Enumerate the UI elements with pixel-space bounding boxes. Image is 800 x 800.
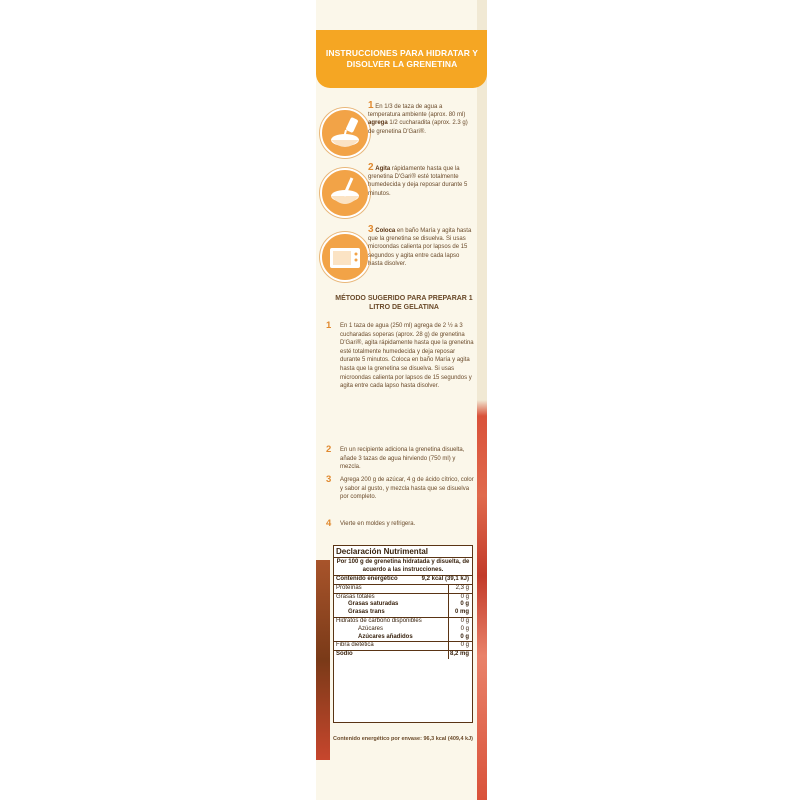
bowl-pour-icon (320, 108, 370, 158)
fat-row: Grasas totales 0 g (336, 593, 469, 600)
added-sugars-row: Azúcares añadidos 0 g (334, 634, 472, 643)
step-2-text: 2 Agita rápidamente hasta que la grenetina D'Gari® esté totalmente humedecida y deja reposar durante 5 minutos. (368, 162, 468, 197)
step-1-text: 1 En 1/3 de taza de agua a temperatura ambiente (aprox. 80 ml) agrega 1/2 cucharadita (aprox. 2.3 g) de grenetina D'Gari®. (368, 100, 468, 135)
trans-fat-row: Grasas trans 0 mg (334, 609, 472, 618)
step-3-text: 3 Coloca en baño María y agita hasta que la grenetina se disuelva. Si usas microondas calienta por lapsos de 15 segundos y agita entre cada lapso hasta disolver. (368, 224, 472, 267)
product-image-edge (477, 0, 487, 800)
bowl-stir-icon (320, 168, 370, 218)
method-title: MÉTODO SUGERIDO PARA PREPARAR 1 LITRO DE GELATINA (335, 295, 473, 311)
product-image-edge-left (316, 560, 330, 760)
method-step-2: 2 En un recipiente adiciona la grenetina disuelta, añade 3 tazas de agua hirviendo (750 ml) y mezcla. (326, 444, 465, 471)
protein-row: Proteínas 2,3 g (334, 585, 472, 594)
energy-row: Contenido energético 9,2 kcal (39,1 kJ) (334, 576, 472, 585)
sugars-row: Azúcares 0 g (358, 625, 469, 632)
method-step-1: 1 En 1 taza de agua (250 ml) agrega de 2 ½ a 3 cucharadas soperas (aprox. 28 g) de grenetina D'Gari®, agita rápidamente hasta que la grenetina esté totalmente humedecida y deja reposar durante 5 minutos. Coloca en baño María y agita hasta que la grenetina se disuelva. Si usas microondas calienta por lapsos de 15 segundos y agita entre cada lapso hasta disolver. (326, 320, 474, 390)
footer-energy: Contenido energético por envase: 96,3 kcal (409,4 kJ) (333, 736, 473, 742)
nutrition-subtitle: Por 100 g de grenetina hidratada y disuelta, de acuerdo a las instrucciones. (334, 558, 472, 576)
nutrition-table (333, 545, 473, 723)
instructions-title: INSTRUCCIONES PARA HIDRATAR Y DISOLVER LA GRENETINA (325, 48, 479, 69)
microwave-icon (320, 232, 370, 282)
sodium-row: Sodio 8,2 mg (336, 651, 469, 658)
method-step-3: 3 Agrega 200 g de azúcar, 4 g de ácido cítrico, color y sabor al gusto, y mezcla hasta que se disuelva por completo. (326, 474, 474, 501)
method-step-4: 4 Vierte en moldes y refrigera. (326, 518, 416, 529)
carbs-row: Hidratos de carbono disponibles 0 g (336, 617, 469, 624)
nutrition-title: Declaración Nutrimental (334, 546, 472, 558)
saturated-fat-row: Grasas saturadas 0 g (348, 601, 469, 608)
fiber-row: Fibra dietética 0 g (334, 642, 472, 651)
